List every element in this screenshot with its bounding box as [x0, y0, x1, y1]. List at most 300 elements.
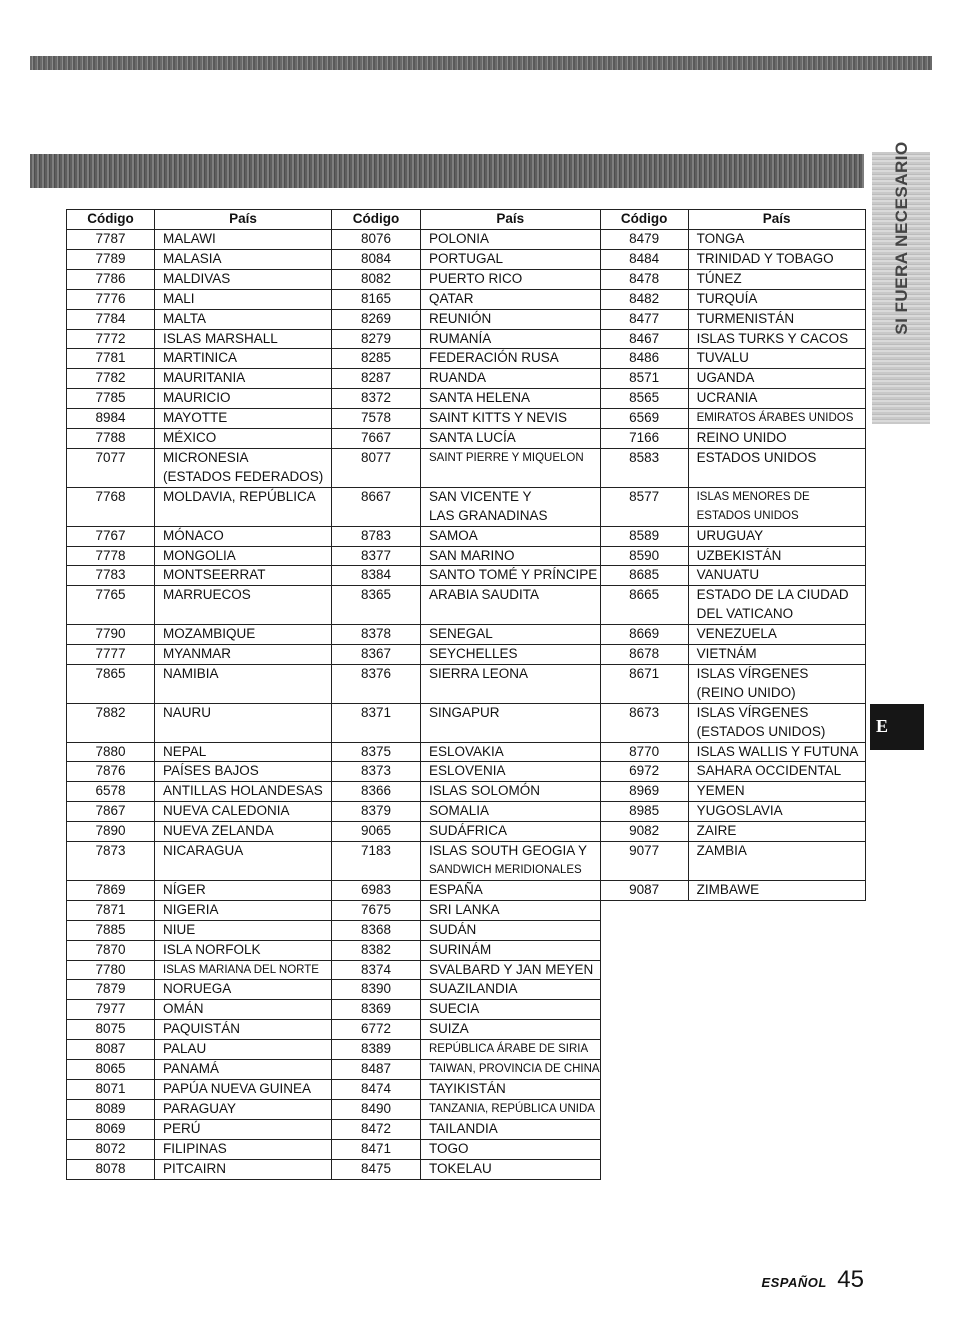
- country-cell: ANTILLAS HOLANDESAS: [155, 782, 332, 802]
- empty-cell: [600, 940, 688, 960]
- empty-cell: [600, 1040, 688, 1060]
- table-row: [67, 664, 866, 703]
- table-row: [67, 822, 866, 842]
- table-row: [67, 409, 866, 429]
- country-cell: TAILANDIA: [421, 1119, 601, 1139]
- table-row: [67, 645, 866, 665]
- code-cell: 8077: [332, 448, 421, 487]
- code-cell: 6569: [600, 409, 688, 429]
- code-cell: 8384: [332, 566, 421, 586]
- code-cell: 6772: [332, 1020, 421, 1040]
- country-cell: ESPAÑA: [421, 880, 601, 900]
- empty-cell: [688, 900, 865, 920]
- country-cell: MICRONESIA (ESTADOS FEDERADOS): [155, 448, 332, 487]
- code-cell: 8479: [600, 230, 688, 250]
- table-header-row: [67, 210, 866, 230]
- code-cell: 8583: [600, 448, 688, 487]
- code-cell: 7784: [67, 309, 155, 329]
- code-cell: 9082: [600, 822, 688, 842]
- table-row: [67, 940, 866, 960]
- code-cell: 8665: [600, 586, 688, 625]
- empty-cell: [688, 1040, 865, 1060]
- code-cell: 7787: [67, 230, 155, 250]
- empty-cell: [600, 980, 688, 1000]
- table-row: [67, 782, 866, 802]
- code-cell: 7166: [600, 429, 688, 449]
- country-cell: POLONIA: [421, 230, 601, 250]
- country-cell: NÍGER: [155, 880, 332, 900]
- code-cell: 9087: [600, 880, 688, 900]
- code-cell: 7777: [67, 645, 155, 665]
- table-row: [67, 762, 866, 782]
- empty-cell: [600, 1099, 688, 1119]
- country-cell: SAINT PIERRE Y MIQUELON: [421, 448, 601, 487]
- table-row: [67, 487, 866, 526]
- country-cell: MAYOTTE: [155, 409, 332, 429]
- table-row: [67, 349, 866, 369]
- empty-cell: [600, 1159, 688, 1179]
- table-row: [67, 526, 866, 546]
- country-cell: VENEZUELA: [688, 625, 865, 645]
- country-cell: MALASIA: [155, 249, 332, 269]
- country-cell: ISLAS TURKS Y CACOS: [688, 329, 865, 349]
- code-cell: 8783: [332, 526, 421, 546]
- code-cell: 8369: [332, 1000, 421, 1020]
- country-cell: ISLAS MENORES DE ESTADOS UNIDOS: [688, 487, 865, 526]
- empty-cell: [688, 1139, 865, 1159]
- table-row: [67, 249, 866, 269]
- code-cell: 6983: [332, 880, 421, 900]
- country-cell: PAQUISTÁN: [155, 1020, 332, 1040]
- code-cell: 8371: [332, 703, 421, 742]
- country-cell: ESLOVAKIA: [421, 742, 601, 762]
- country-cell: URUGUAY: [688, 526, 865, 546]
- code-cell: 8368: [332, 920, 421, 940]
- section-side-tab: [872, 141, 930, 424]
- column-header-code: Código: [600, 210, 688, 230]
- code-cell: 8590: [600, 546, 688, 566]
- country-cell: MONTSEERRAT: [155, 566, 332, 586]
- code-cell: 7675: [332, 900, 421, 920]
- code-cell: 7876: [67, 762, 155, 782]
- country-cell: SINGAPUR: [421, 703, 601, 742]
- country-cell: TOKELAU: [421, 1159, 601, 1179]
- column-header-code: Código: [67, 210, 155, 230]
- code-cell: 7782: [67, 369, 155, 389]
- country-cell: SAHARA OCCIDENTAL: [688, 762, 865, 782]
- country-cell: REPÚBLICA ÁRABE DE SIRIA: [421, 1040, 601, 1060]
- country-cell: SAN VICENTE Y LAS GRANADINAS: [421, 487, 601, 526]
- column-header-code: Código: [332, 210, 421, 230]
- code-cell: 7768: [67, 487, 155, 526]
- table-row: [67, 920, 866, 940]
- code-cell: 8390: [332, 980, 421, 1000]
- country-cell: SAMOA: [421, 526, 601, 546]
- country-cell: QATAR: [421, 289, 601, 309]
- code-cell: 8984: [67, 409, 155, 429]
- country-cell: VANUATU: [688, 566, 865, 586]
- code-cell: 8678: [600, 645, 688, 665]
- code-cell: 8372: [332, 389, 421, 409]
- country-cell: TOGO: [421, 1139, 601, 1159]
- code-cell: 8374: [332, 960, 421, 980]
- code-cell: 7780: [67, 960, 155, 980]
- empty-cell: [600, 1020, 688, 1040]
- country-cell: ESLOVENIA: [421, 762, 601, 782]
- code-cell: 7776: [67, 289, 155, 309]
- code-cell: 7667: [332, 429, 421, 449]
- code-cell: 8478: [600, 269, 688, 289]
- code-cell: 8165: [332, 289, 421, 309]
- table-row: [67, 1159, 866, 1179]
- code-cell: 7873: [67, 842, 155, 881]
- code-cell: 8477: [600, 309, 688, 329]
- page-number: 45: [837, 1266, 864, 1293]
- country-cell: TÚNEZ: [688, 269, 865, 289]
- country-cell: ISLAS VÍRGENES (REINO UNIDO): [688, 664, 865, 703]
- country-line: ISLAS SOUTH GEOGIA Y: [429, 843, 588, 859]
- country-cell: YEMEN: [688, 782, 865, 802]
- country-cell: NEPAL: [155, 742, 332, 762]
- code-cell: 8072: [67, 1139, 155, 1159]
- code-cell: 7788: [67, 429, 155, 449]
- country-cell: MAURITANIA: [155, 369, 332, 389]
- table-row: [67, 586, 866, 625]
- country-cell: MONGOLIA: [155, 546, 332, 566]
- code-cell: 7789: [67, 249, 155, 269]
- code-cell: 8985: [600, 802, 688, 822]
- country-cell: UGANDA: [688, 369, 865, 389]
- empty-cell: [600, 1000, 688, 1020]
- code-cell: 7783: [67, 566, 155, 586]
- code-cell: 8377: [332, 546, 421, 566]
- empty-cell: [688, 960, 865, 980]
- table-row: [67, 880, 866, 900]
- code-cell: 8671: [600, 664, 688, 703]
- table-row: [67, 842, 866, 881]
- column-header-country: País: [688, 210, 865, 230]
- table-row: [67, 309, 866, 329]
- code-cell: 8366: [332, 782, 421, 802]
- country-cell: PARAGUAY: [155, 1099, 332, 1119]
- country-cell: TUVALU: [688, 349, 865, 369]
- table-row: [67, 369, 866, 389]
- code-cell: 7790: [67, 625, 155, 645]
- table-row: [67, 1020, 866, 1040]
- code-cell: 8378: [332, 625, 421, 645]
- country-cell: FEDERACIÓN RUSA: [421, 349, 601, 369]
- country-cell: UCRANIA: [688, 389, 865, 409]
- table-row: [67, 625, 866, 645]
- country-cell: SAINT KITTS Y NEVIS: [421, 409, 601, 429]
- code-cell: 8084: [332, 249, 421, 269]
- code-cell: 8475: [332, 1159, 421, 1179]
- section-header-bar: [30, 154, 864, 188]
- code-cell: 8087: [67, 1040, 155, 1060]
- country-cell: TANZANIA, REPÚBLICA UNIDA: [421, 1099, 601, 1119]
- country-cell: SANTA LUCÍA: [421, 429, 601, 449]
- empty-cell: [600, 1079, 688, 1099]
- country-cell: ESTADOS UNIDOS: [688, 448, 865, 487]
- country-cell: REUNIÓN: [421, 309, 601, 329]
- code-cell: 8389: [332, 1040, 421, 1060]
- code-cell: 7880: [67, 742, 155, 762]
- country-cell: UZBEKISTÁN: [688, 546, 865, 566]
- code-cell: 7865: [67, 664, 155, 703]
- country-cell: MALAWI: [155, 230, 332, 250]
- side-tab-label: SI FUERA NECESARIO: [892, 141, 911, 335]
- code-cell: 8472: [332, 1119, 421, 1139]
- country-cell: PAPÚA NUEVA GUINEA: [155, 1079, 332, 1099]
- code-cell: 9065: [332, 822, 421, 842]
- country-cell: TONGA: [688, 230, 865, 250]
- code-cell: 7786: [67, 269, 155, 289]
- table-row: [67, 389, 866, 409]
- code-cell: 7882: [67, 703, 155, 742]
- table-row: [67, 1119, 866, 1139]
- code-cell: 7879: [67, 980, 155, 1000]
- country-cell: SUECIA: [421, 1000, 601, 1020]
- country-cell: NIGERIA: [155, 900, 332, 920]
- code-cell: 8673: [600, 703, 688, 742]
- country-cell: ISLAS VÍRGENES (ESTADOS UNIDOS): [688, 703, 865, 742]
- country-cell: NUEVA ZELANDA: [155, 822, 332, 842]
- country-cell: MARRUECOS: [155, 586, 332, 625]
- country-cell: PALAU: [155, 1040, 332, 1060]
- code-cell: 7867: [67, 802, 155, 822]
- code-cell: 8467: [600, 329, 688, 349]
- country-cell: TRINIDAD Y TOBAGO: [688, 249, 865, 269]
- country-cell: RUMANÍA: [421, 329, 601, 349]
- country-cell: TAYIKISTÁN: [421, 1079, 601, 1099]
- code-cell: 8667: [332, 487, 421, 526]
- country-cell: EMIRATOS ÁRABES UNIDOS: [688, 409, 865, 429]
- country-cell: ARABIA SAUDITA: [421, 586, 601, 625]
- code-cell: 8376: [332, 664, 421, 703]
- empty-cell: [688, 1099, 865, 1119]
- table-row: [67, 429, 866, 449]
- code-cell: 7578: [332, 409, 421, 429]
- country-cell: MALI: [155, 289, 332, 309]
- country-cell: SUDÁN: [421, 920, 601, 940]
- country-cell: SUIZA: [421, 1020, 601, 1040]
- code-cell: 8367: [332, 645, 421, 665]
- code-cell: 8089: [67, 1099, 155, 1119]
- country-cell: VIETNÁM: [688, 645, 865, 665]
- code-cell: 8287: [332, 369, 421, 389]
- empty-cell: [688, 1119, 865, 1139]
- code-cell: 8484: [600, 249, 688, 269]
- code-cell: 8577: [600, 487, 688, 526]
- country-cell: PORTUGAL: [421, 249, 601, 269]
- country-cell: ZAMBIA: [688, 842, 865, 881]
- empty-cell: [600, 1139, 688, 1159]
- code-cell: 7183: [332, 842, 421, 881]
- table-row: [67, 900, 866, 920]
- table-row: [67, 960, 866, 980]
- country-cell: MÓNACO: [155, 526, 332, 546]
- table-body: [67, 230, 866, 1180]
- empty-cell: [688, 920, 865, 940]
- code-cell: 8969: [600, 782, 688, 802]
- table-row: [67, 1099, 866, 1119]
- code-cell: 8065: [67, 1060, 155, 1080]
- country-cell: SRI LANKA: [421, 900, 601, 920]
- code-cell: 8285: [332, 349, 421, 369]
- country-cell: [421, 842, 601, 881]
- code-cell: 8082: [332, 269, 421, 289]
- country-cell: ISLA NORFOLK: [155, 940, 332, 960]
- code-cell: 6578: [67, 782, 155, 802]
- table-row: [67, 1000, 866, 1020]
- country-cell: MAURICIO: [155, 389, 332, 409]
- empty-cell: [688, 1060, 865, 1080]
- country-cell: MOZAMBIQUE: [155, 625, 332, 645]
- country-cell: PAÍSES BAJOS: [155, 762, 332, 782]
- code-cell: 8482: [600, 289, 688, 309]
- language-badge: [870, 704, 924, 750]
- country-cell: PANAMÁ: [155, 1060, 332, 1080]
- code-cell: 7077: [67, 448, 155, 487]
- code-cell: 7765: [67, 586, 155, 625]
- country-cell: SUAZILANDIA: [421, 980, 601, 1000]
- code-cell: 7890: [67, 822, 155, 842]
- code-cell: 7785: [67, 389, 155, 409]
- code-cell: 6972: [600, 762, 688, 782]
- language-badge-letter: E: [876, 716, 889, 736]
- empty-cell: [600, 960, 688, 980]
- code-cell: 8471: [332, 1139, 421, 1159]
- country-cell: SOMALIA: [421, 802, 601, 822]
- table-row: [67, 566, 866, 586]
- code-cell: 8571: [600, 369, 688, 389]
- country-cell: SAN MARINO: [421, 546, 601, 566]
- code-cell: 8071: [67, 1079, 155, 1099]
- country-cell: ISLAS SOLOMÓN: [421, 782, 601, 802]
- country-cell: NORUEGA: [155, 980, 332, 1000]
- code-cell: 8474: [332, 1079, 421, 1099]
- table-row: [67, 1060, 866, 1080]
- table-row: [67, 448, 866, 487]
- empty-cell: [688, 1020, 865, 1040]
- code-cell: 8565: [600, 389, 688, 409]
- country-cell: MARTINICA: [155, 349, 332, 369]
- table-row: [67, 980, 866, 1000]
- table-row: [67, 269, 866, 289]
- empty-cell: [688, 980, 865, 1000]
- code-cell: 8078: [67, 1159, 155, 1179]
- empty-cell: [688, 940, 865, 960]
- code-cell: 7977: [67, 1000, 155, 1020]
- country-cell: PUERTO RICO: [421, 269, 601, 289]
- column-header-country: País: [421, 210, 601, 230]
- page-footer: [761, 1266, 864, 1294]
- country-cell: OMÁN: [155, 1000, 332, 1020]
- country-cell: FILIPINAS: [155, 1139, 332, 1159]
- country-cell: TURQUÍA: [688, 289, 865, 309]
- table-row: [67, 230, 866, 250]
- country-cell: PERÚ: [155, 1119, 332, 1139]
- code-cell: 8685: [600, 566, 688, 586]
- country-cell: ZAIRE: [688, 822, 865, 842]
- country-cell: ISLAS MARIANA DEL NORTE: [155, 960, 332, 980]
- country-cell: NAMIBIA: [155, 664, 332, 703]
- column-header-country: País: [155, 210, 332, 230]
- code-cell: 9077: [600, 842, 688, 881]
- table-row: [67, 1040, 866, 1060]
- country-cell: YUGOSLAVIA: [688, 802, 865, 822]
- code-cell: 8669: [600, 625, 688, 645]
- code-cell: 7772: [67, 329, 155, 349]
- country-cell: MYANMAR: [155, 645, 332, 665]
- country-cell: TURMENISTÁN: [688, 309, 865, 329]
- country-cell: SUDÁFRICA: [421, 822, 601, 842]
- footer-language-label: ESPAÑOL: [761, 1275, 827, 1290]
- country-cell: REINO UNIDO: [688, 429, 865, 449]
- top-decorative-bar: [30, 56, 932, 70]
- country-cell: MALDIVAS: [155, 269, 332, 289]
- table-row: [67, 289, 866, 309]
- country-cell: SANTA HELENA: [421, 389, 601, 409]
- country-cell: ESTADO DE LA CIUDAD DEL VATICANO: [688, 586, 865, 625]
- country-code-table: [66, 209, 866, 1180]
- code-cell: 8269: [332, 309, 421, 329]
- country-cell: SURINÁM: [421, 940, 601, 960]
- table-row: [67, 703, 866, 742]
- country-cell: NUEVA CALEDONIA: [155, 802, 332, 822]
- code-cell: 8375: [332, 742, 421, 762]
- country-cell: SIERRA LEONA: [421, 664, 601, 703]
- table-row: [67, 546, 866, 566]
- country-cell: NICARAGUA: [155, 842, 332, 881]
- country-cell: PITCAIRN: [155, 1159, 332, 1179]
- code-cell: 7778: [67, 546, 155, 566]
- code-cell: 8589: [600, 526, 688, 546]
- country-cell: MALTA: [155, 309, 332, 329]
- country-cell: SANTO TOMÉ Y PRÍNCIPE: [421, 566, 601, 586]
- table-row: [67, 329, 866, 349]
- empty-cell: [600, 1119, 688, 1139]
- country-cell: ISLAS WALLIS Y FUTUNA: [688, 742, 865, 762]
- code-cell: 8069: [67, 1119, 155, 1139]
- code-cell: 7870: [67, 940, 155, 960]
- code-cell: 8486: [600, 349, 688, 369]
- code-cell: 7885: [67, 920, 155, 940]
- code-cell: 8770: [600, 742, 688, 762]
- country-cell: MOLDAVIA, REPÚBLICA: [155, 487, 332, 526]
- code-cell: 8076: [332, 230, 421, 250]
- country-cell: SVALBARD Y JAN MEYEN: [421, 960, 601, 980]
- country-cell: ISLAS MARSHALL: [155, 329, 332, 349]
- table-row: [67, 1079, 866, 1099]
- empty-cell: [600, 900, 688, 920]
- code-cell: 8373: [332, 762, 421, 782]
- empty-cell: [688, 1000, 865, 1020]
- country-cell: SEYCHELLES: [421, 645, 601, 665]
- code-cell: 8075: [67, 1020, 155, 1040]
- empty-cell: [688, 1079, 865, 1099]
- code-cell: 8279: [332, 329, 421, 349]
- country-cell: NIUE: [155, 920, 332, 940]
- country-line: SANDWICH MERIDIONALES: [429, 864, 582, 876]
- code-cell: 8490: [332, 1099, 421, 1119]
- code-cell: 8379: [332, 802, 421, 822]
- table-row: [67, 802, 866, 822]
- code-cell: 7781: [67, 349, 155, 369]
- country-cell: TAIWAN, PROVINCIA DE CHINA: [421, 1060, 601, 1080]
- empty-cell: [600, 1060, 688, 1080]
- country-cell: SENEGAL: [421, 625, 601, 645]
